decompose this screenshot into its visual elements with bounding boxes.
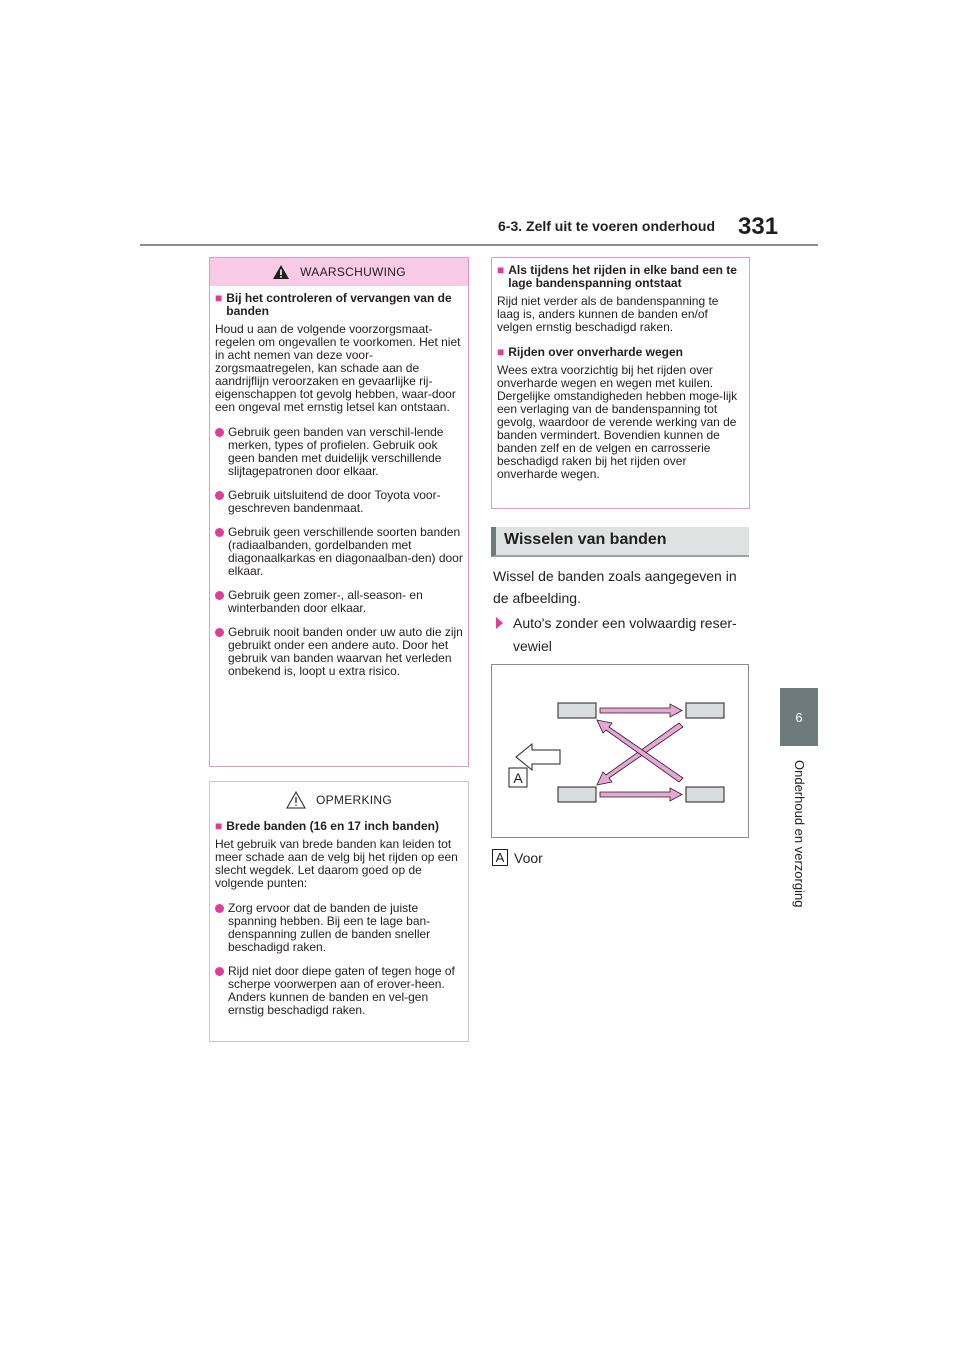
bullet-dot-icon <box>215 904 224 913</box>
arrow-bottom <box>600 788 682 801</box>
tire-rear-right <box>686 787 724 802</box>
warning-section-title <box>497 264 744 290</box>
tire-rear-left <box>686 703 724 718</box>
warning-box <box>209 257 469 767</box>
tire-rotation-diagram <box>491 664 749 838</box>
note-bullet <box>215 902 463 954</box>
tire-front-left <box>558 703 596 718</box>
header-section-title: 6-3. Zelf uit te voeren onderhoud <box>498 218 716 234</box>
bullet-text: Rijd niet door diepe gaten of tegen hoge of scherpe voorwerpen aan of erover-heen. Anders kunnen de banden en vel-gen ernstig beschadigd raken. <box>228 964 455 1017</box>
bullet-dot-icon <box>215 628 224 637</box>
warning-section-title-text: Rijden over onverharde wegen <box>508 345 683 359</box>
warning-bullet <box>215 489 463 515</box>
sub-item <box>493 612 753 658</box>
bullet-dot-icon <box>215 967 224 976</box>
arrow-top <box>600 704 682 717</box>
note-header <box>210 786 468 814</box>
note-bullet <box>215 965 463 1017</box>
warning-bullet <box>215 426 463 478</box>
warning-continuation-box <box>491 257 750 509</box>
warning-paragraph: Wees extra voorzichtig bij het rijden over onverharde wegen en wegen met kuilen. Dergelijke omstandigheden hebben moge-lijk een verlaging van de bandenspanning tot gevolg, waardoor de verende werking van de banden vermindert. Bovendien kunnen de banden zelf en de velgen en carrosserie beschadigd raken bij het rijden over onverharde wegen. <box>497 363 738 481</box>
tire-front-right <box>558 787 596 802</box>
bullet-dot-icon <box>215 491 224 500</box>
page-number: 331 <box>738 213 779 240</box>
chapter-label <box>784 760 814 920</box>
legend-text: Voor <box>514 849 543 866</box>
note-section-title-text: Brede banden (16 en 17 inch banden) <box>226 819 439 833</box>
square-bullet-icon: ■ <box>215 291 223 305</box>
section-heading: Wisselen van banden <box>491 527 749 557</box>
tire-rotation-svg <box>492 665 748 837</box>
caution-triangle-icon <box>286 791 306 809</box>
chapter-label-text: Onderhoud en verzorging <box>792 760 807 908</box>
triangle-bullet-icon <box>496 617 503 629</box>
warning-bullet <box>215 589 463 615</box>
bullet-dot-icon <box>215 591 224 600</box>
diagram-legend <box>492 849 543 866</box>
warning-paragraph: Houd u aan de volgende voorzorgsmaat-regelen om ongevallen te voorkomen. Het niet in acht nemen van deze voor-zorgsmaatregelen, kan schade aan de aandrijflijn veroorzaken en gevaarlijke rij-eigenschappen tot gevolg hebben, waar-door een ongeval met ernstig letsel kan ontstaan. <box>215 322 461 414</box>
bullet-dot-icon <box>215 528 224 537</box>
warning-paragraph: Rijd niet verder als de bandenspanning te laag is, anders kunnen de banden en/of velgen ernstig beschadigd raken. <box>497 294 719 334</box>
square-bullet-icon: ■ <box>497 345 505 359</box>
warning-section-title-text: Als tijdens het rijden in elke band een te lage bandenspanning ontstaat <box>508 263 737 290</box>
note-section-title <box>215 820 463 833</box>
bullet-text: Gebruik geen verschillende soorten banden (radiaalbanden, gordelbanden met diagonaalkarkas en diagonaalban-den) door elkaar. <box>228 525 463 578</box>
chapter-tab[interactable]: 6 <box>780 688 818 746</box>
note-box <box>209 781 469 1042</box>
warning-title: WAARSCHUWING <box>300 265 406 279</box>
bullet-dot-icon <box>215 428 224 437</box>
legend-key: A <box>492 849 508 866</box>
warning-header <box>210 258 468 286</box>
warning-section-title <box>215 292 463 318</box>
warning-triangle-icon <box>272 264 290 280</box>
bullet-text: Gebruik nooit banden onder uw auto die zijn gebruikt onder een andere auto. Door het gebruik van banden waarvan het verleden onbekend is, loopt u extra risico. <box>228 625 463 678</box>
bullet-text: Gebruik geen zomer-, all-season- en winterbanden door elkaar. <box>228 588 423 615</box>
square-bullet-icon: ■ <box>215 819 223 833</box>
bullet-text: Zorg ervoor dat de banden de juiste spanning hebben. Bij een te lage ban-denspanning zullen de banden sneller beschadigd raken. <box>228 901 431 954</box>
warning-section-title <box>497 346 744 359</box>
diagram-key-label: A <box>513 770 523 786</box>
bullet-text: Gebruik uitsluitend de door Toyota voor-geschreven bandenmaat. <box>228 488 441 515</box>
square-bullet-icon: ■ <box>497 263 505 277</box>
warning-bullet <box>215 526 463 578</box>
header-divider <box>140 244 818 246</box>
front-direction-arrow-icon <box>516 744 560 770</box>
bullet-text: Gebruik geen banden van verschil-lende merken, types of profielen. Gebruik ook geen banden met duidelijk verschillende slijtagepatronen door elkaar. <box>228 425 444 478</box>
warning-bullet <box>215 626 463 678</box>
sub-item-text: Auto's zonder een volwaardig reser-vewiel <box>513 615 737 654</box>
note-title: OPMERKING <box>315 793 393 807</box>
note-paragraph: Het gebruik van brede banden kan leiden tot meer schade aan de velg bij het rijden op een slecht wegdek. Let daarom goed op de volgende punten: <box>215 837 458 890</box>
intro-paragraph: Wissel de banden zoals aangegeven in de afbeelding. <box>493 568 737 606</box>
warning-section-title-text: Bij het controleren of vervangen van de banden <box>226 291 452 318</box>
